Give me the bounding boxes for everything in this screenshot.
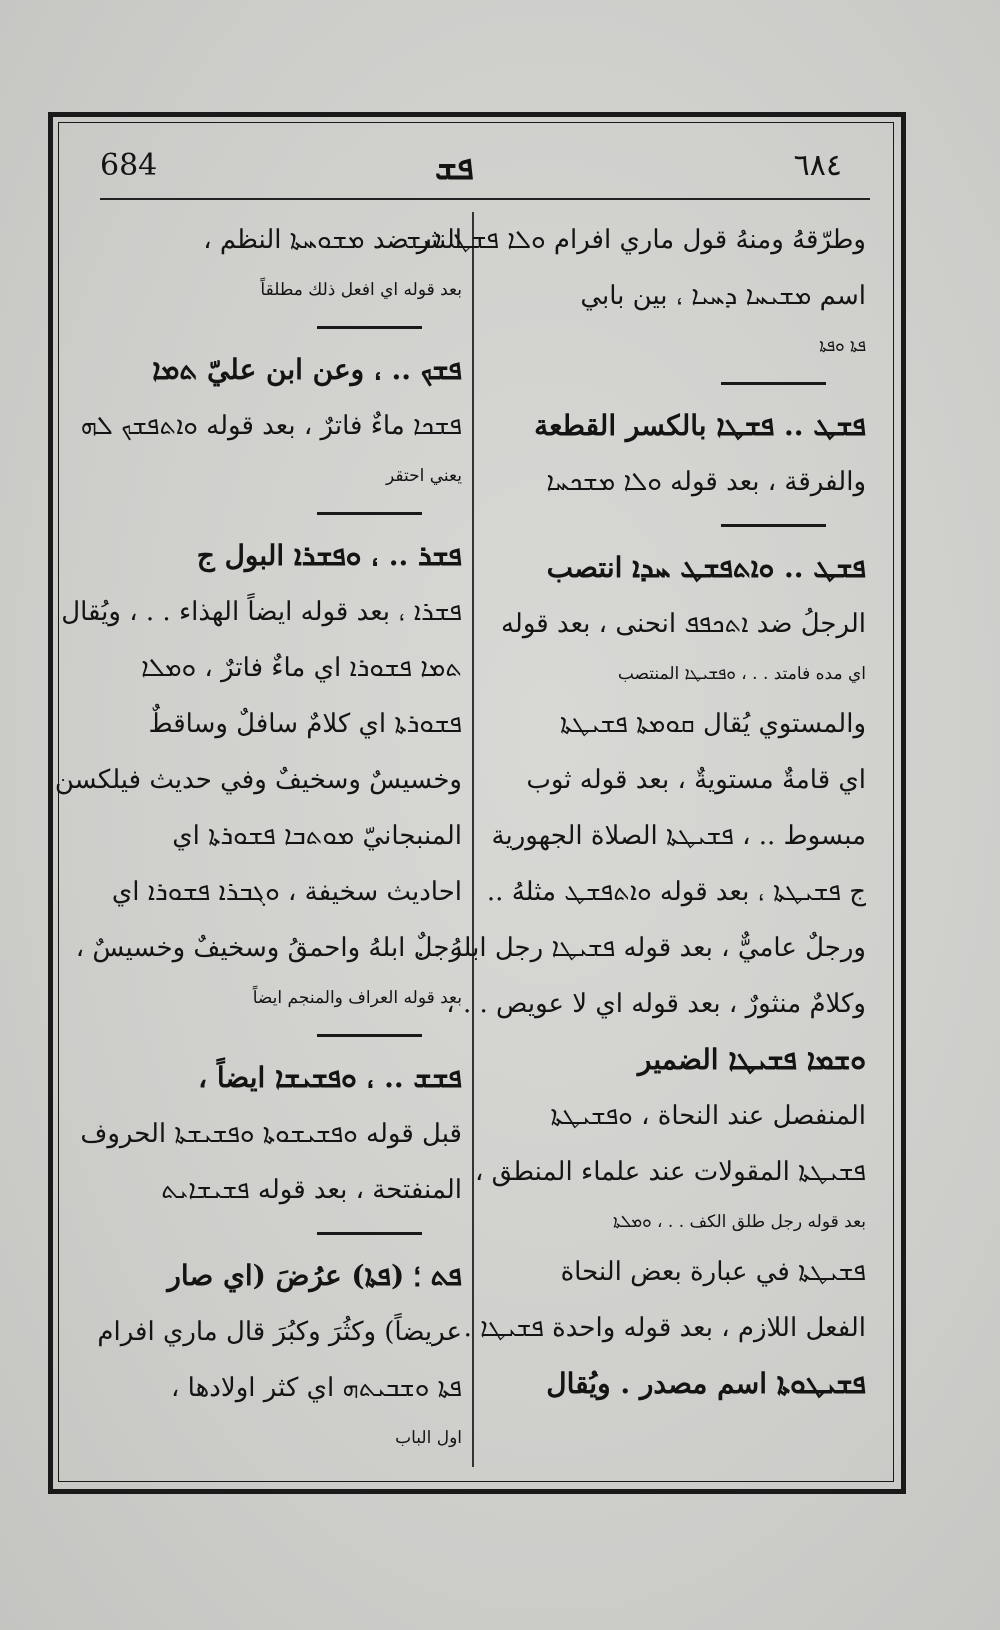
entry-headword-line: ܦܬ ؛ (ܦܬܐ) عرُضَ (اي صار [167,1259,462,1292]
text-line: والمستوي يُقال ܩܘܡܬܐ ܦܫܝܛܬܐ [559,709,866,739]
entry-separator-rule [480,510,866,540]
text-line: رجلٌ ابلهُ واحمقُ وسخيفٌ وخسيسٌ ، [75,933,462,963]
header-rule [100,198,870,200]
text-line: ܦܬܐ ܘܫܒܝܬܗ اي كثر اولادها ، [171,1373,462,1403]
text-line: ܦܫܝܛܬܐ المقولات عند علماء المنطق ، [475,1157,866,1187]
page-header [70,140,880,200]
text-line: المنفتحة ، بعد قوله ܦܫܝܫܐܝܬ [161,1175,462,1205]
text-line: ܦܬܐ ܘܦܬܐ [819,336,866,356]
page-number-arabic: ٦٨٤ [793,148,842,183]
text-line: ورجلٌ عاميٌّ ، بعد قوله ܦܫܝܛܐ رجل ابلهُ . . [416,933,866,963]
entry-separator-rule [72,1218,462,1248]
text-line: المنبجانيّ ܡܘܬܒܐ ܦܫܘܪܬܐ اي [172,821,462,851]
text-line: وطرّقهُ ومنهُ قول ماري افرام ܘܠܐ ܦܫܛ ܐܢܫ [404,225,866,255]
entry-headword-line: ܦܫܝܛܘܬܐ اسم مصدر . ويُقال [546,1367,866,1400]
entry-headword-line: ܘܫܡܐ ܦܫܝܛܐ الضمير [637,1043,866,1076]
text-line: بعد قوله العراف والمنجم ايضاً [252,988,462,1008]
entry-headword-line: ܦܫܪ .. ، ܘܦܫܪܐ البول ج [196,539,462,572]
entry-headword-line: ܦܫܫ .. ، ܘܦܫܝܫܐ ايضاً ، [198,1061,462,1094]
text-line: بعد قوله اي افعل ذلك مطلقاً [260,280,462,300]
text-line: المنفصل عند النحاة ، ܘܦܫܝܛܬܐ [550,1101,866,1131]
text-line: اول الباب [395,1428,462,1448]
text-line: بعد قوله رجل طلق الكف . . ، ܘܡܠܬܐ [612,1212,866,1232]
entry-separator-rule [72,312,462,342]
text-line: والفرقة ، بعد قوله ܘܠܐ ܡܫܟܚܐ [546,467,866,497]
entry-headword-line: ܦܫܛ .. ܦܫܛܐ بالكسر القطعة [534,409,866,442]
text-line: ܦܫܘܪܬܐ اي كلامٌ سافلٌ وساقطٌ [148,709,462,739]
text-line: ܦܫܟܐ ماءٌ فاترٌ ، بعد قوله ܘܐܬܦܫܟ ܠܗ [80,411,462,441]
page-number-latin: 684 [100,148,158,183]
column-divider [472,212,474,1467]
text-line: الرجلُ ضد ܐܬܟܦܦ انحنى ، بعد قوله [500,609,866,639]
entry-headword-line: ܦܫܟ .. ، وعن ابن عليّ ܬܡܐ [152,353,462,386]
entry-separator-rule [72,1020,462,1050]
text-line: الفعل اللازم ، بعد قوله واحدة ܦܫܝܛܐ . . [447,1313,866,1343]
text-line: ܦܫܪܐ ، بعد قوله ايضاً الهذاء . . ، ويُقال [61,597,462,627]
text-line: ܬܡܐ ܦܫܘܪܐ اي ماءٌ فاترٌ ، ܘܡܠܐ [141,653,462,683]
text-line: وخسيسٌ وسخيفٌ وفي حديث فيلكسن [54,765,462,795]
text-line: اي قامةٌ مستويةٌ ، بعد قوله ثوب [526,765,866,795]
left-column [54,212,464,1460]
text-line: اسم ܡܫܝܚܐ ܕܚܝܐ ، بين بابي [580,281,866,311]
entry-separator-rule [480,368,866,398]
text-line: اي مده فامتد . . ، ܘܦܫܝܛܐ المنتصب [617,664,866,684]
text-line: النثر ضد ܡܫܘܚܬܐ النظم ، [203,225,462,255]
text-line: مبسوط .. ، ܦܫܝܛܬܐ الصلاة الجهورية [491,821,866,851]
text-line: قبل قوله ܘܦܫܝܫܘܬܐ ܘܦܫܝܫܬܐ الحروف [80,1119,462,1149]
entry-separator-rule [72,498,462,528]
text-line: وكلامٌ منثورٌ ، بعد قوله اي لا عويص . . ، [446,989,866,1019]
running-head: ܦܫ [435,148,474,188]
text-line: ܦܫܝܛܬܐ في عبارة بعض النحاة [560,1257,866,1287]
text-line: احاديث سخيفة ، ܘܓܒܪܐ ܦܫܘܪܐ اي [111,877,462,907]
text-line: يعني احتقر [386,466,462,486]
entry-headword-line: ܦܫܛ .. ܘܐܬܦܫܛ ܚܕܐ انتصب [546,551,866,584]
text-line: ج ܦܫܝܛܬܐ ، بعد قوله ܘܐܬܦܫܛ مثلهُ .. [486,877,866,907]
text-line: عريضاً) وكثُرَ وكبُرَ قال ماري افرام [97,1317,462,1347]
